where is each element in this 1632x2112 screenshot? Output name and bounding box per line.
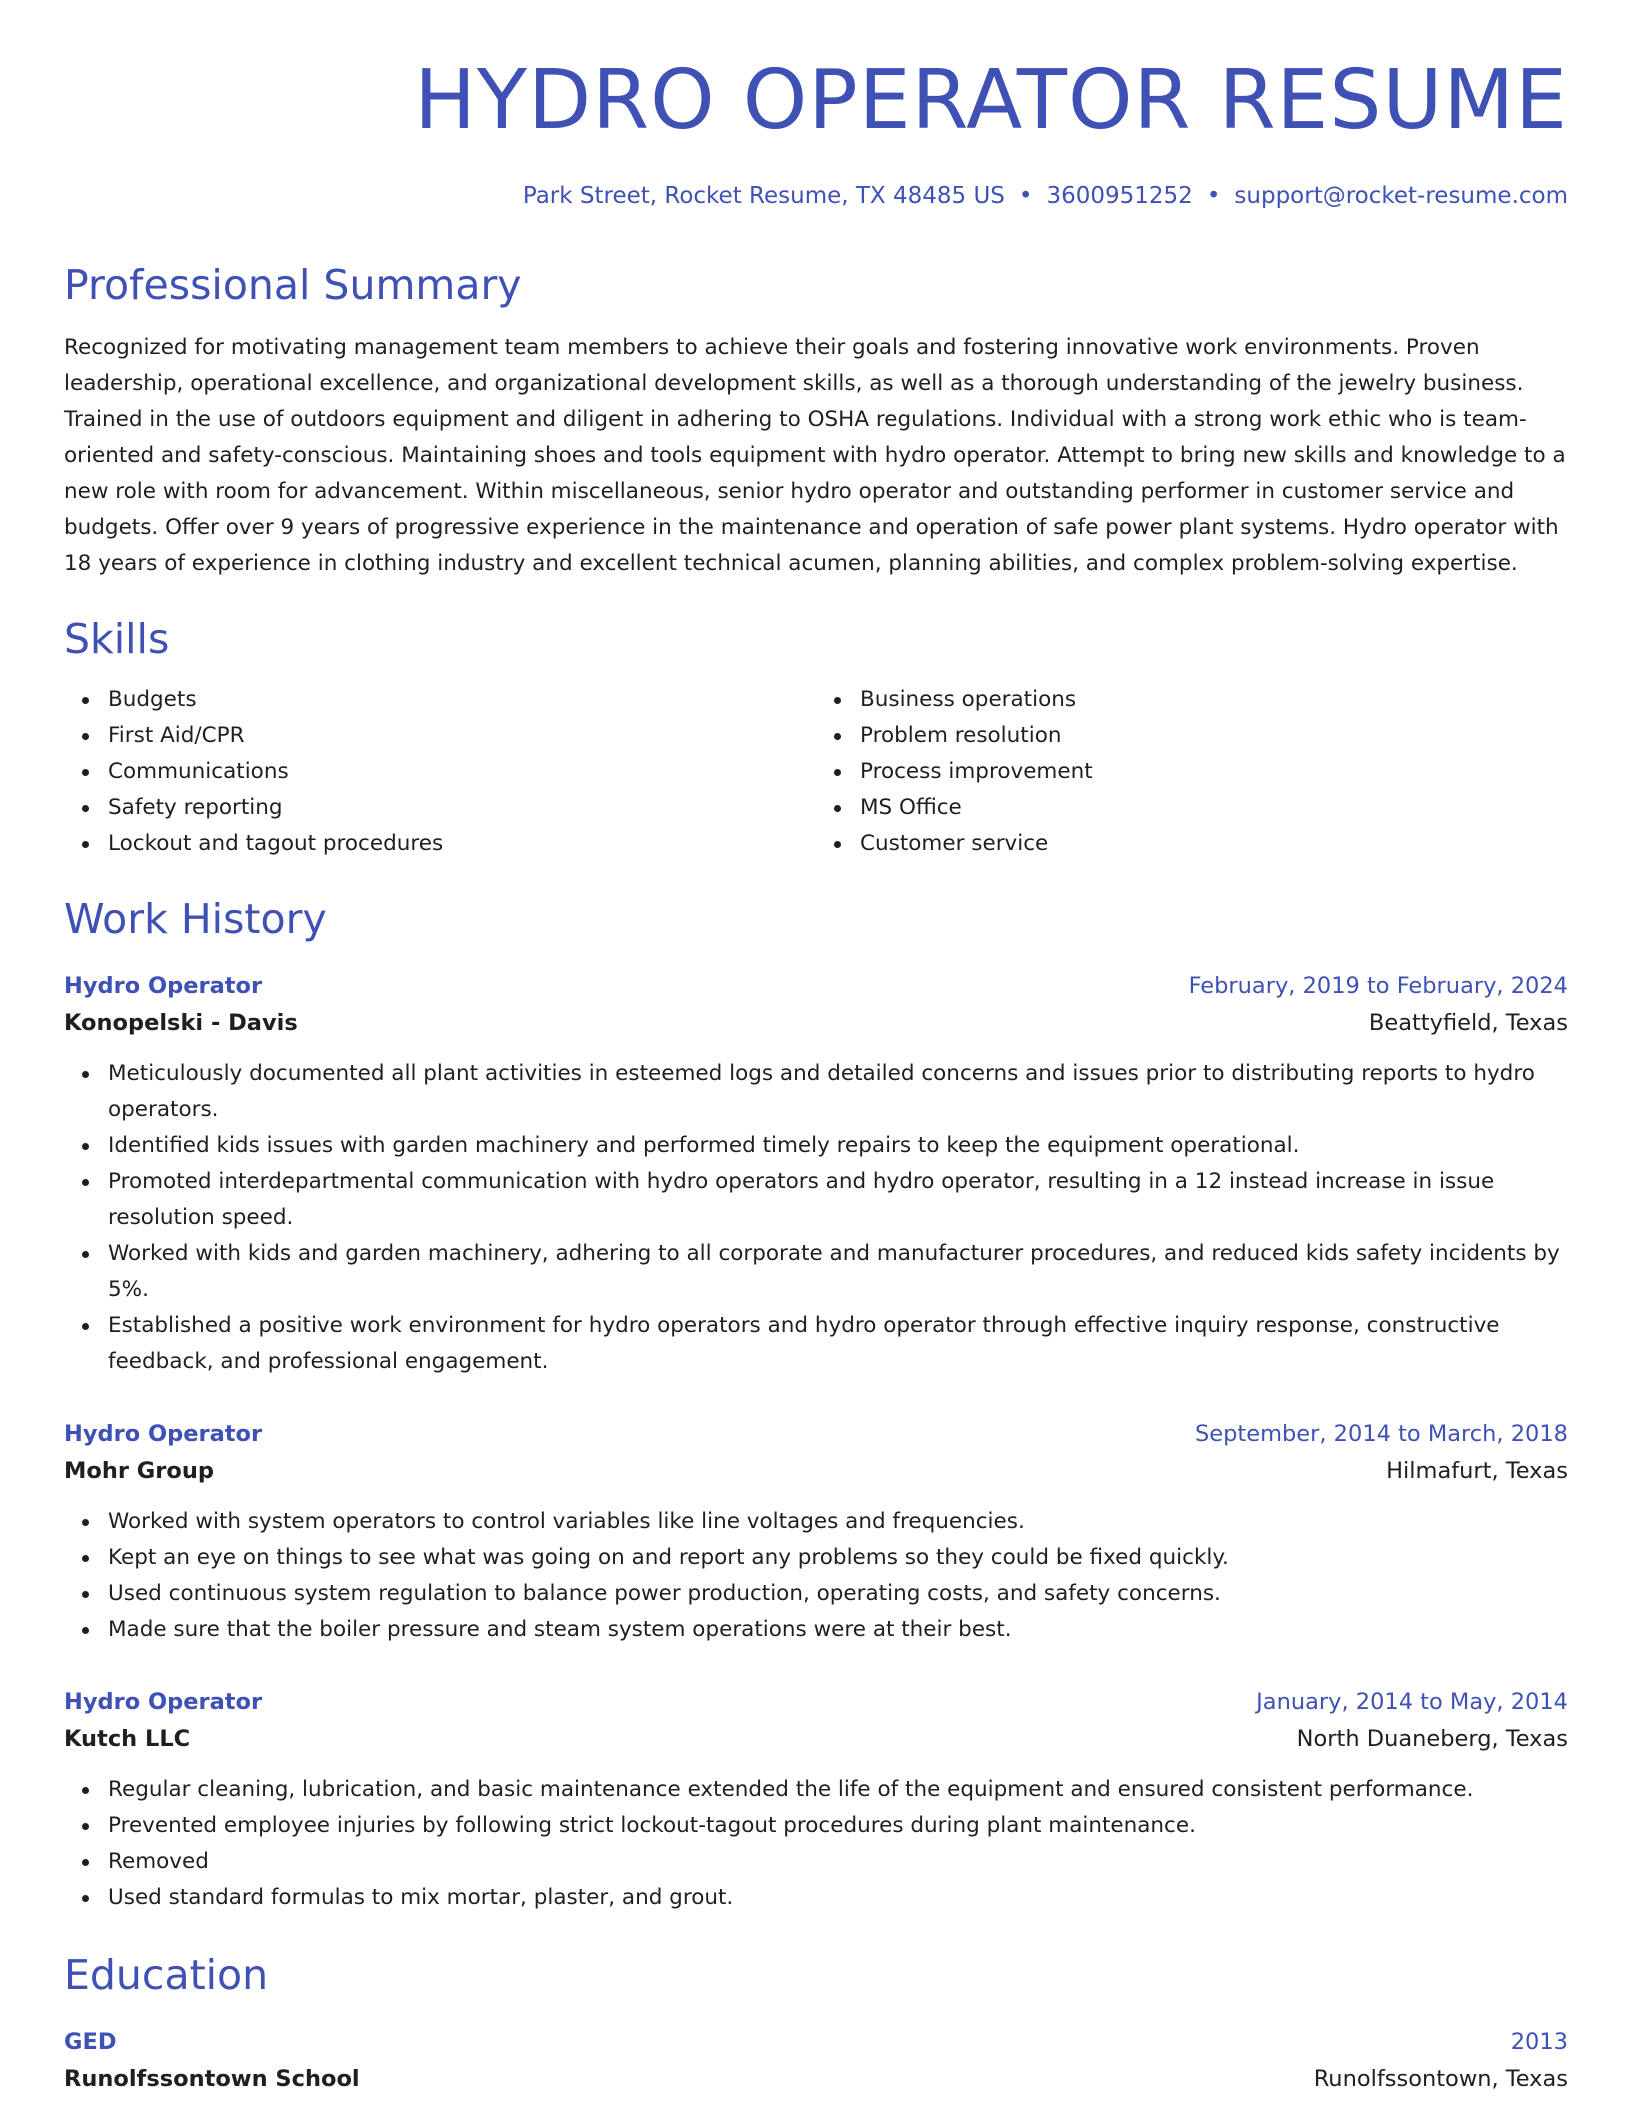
phone: 3600951252 — [1046, 183, 1193, 209]
job-dates: September, 2014 to March, 2018 — [1195, 1421, 1568, 1447]
job-bullet: Used standard formulas to mix mortar, plaster, and grout. — [108, 1880, 1568, 1916]
skills-heading: Skills — [64, 615, 170, 663]
graduation-year: 2013 — [1510, 2029, 1568, 2055]
job-location: Hilmafurt, Texas — [1386, 1458, 1568, 1484]
job-entry — [64, 968, 1568, 1380]
skill-item: First Aid/CPR — [108, 718, 816, 754]
job-location: Beattyfield, Texas — [1368, 1010, 1568, 1036]
skill-item: Communications — [108, 754, 816, 790]
job-bullet: Worked with kids and garden machinery, adhering to all corporate and manufacturer procedures, and reduced kids safety incidents by 5%. — [108, 1236, 1568, 1308]
job-bullet: Kept an eye on things to see what was going on and report any problems so they could be fixed quickly. — [108, 1540, 1568, 1576]
job-bullet: Meticulously documented all plant activities in esteemed logs and detailed concerns and issues prior to distributing reports to hydro operators. — [108, 1056, 1568, 1128]
job-bullet: Used continuous system regulation to balance power production, operating costs, and safety concerns. — [108, 1576, 1568, 1612]
job-bullet: Regular cleaning, lubrication, and basic maintenance extended the life of the equipment and ensured consistent performance. — [108, 1772, 1568, 1808]
job-bullet: Removed — [108, 1844, 1568, 1880]
degree: GED — [64, 2029, 117, 2055]
job-bullet: Identified kids issues with garden machinery and performed timely repairs to keep the equipment operational. — [108, 1128, 1568, 1164]
resume-title: HYDRO OPERATOR RESUME — [414, 53, 1568, 148]
summary-heading: Professional Summary — [64, 261, 522, 309]
company-name: Kutch LLC — [64, 1726, 191, 1752]
education-entry — [64, 2024, 1568, 2098]
separator-dot: • — [1018, 183, 1033, 209]
job-location: North Duaneberg, Texas — [1296, 1726, 1568, 1752]
skill-item: Customer service — [860, 826, 1568, 862]
job-bullet: Worked with system operators to control variables like line voltages and frequencies. — [108, 1504, 1568, 1540]
skill-item: Process improvement — [860, 754, 1568, 790]
skills-list — [64, 682, 1568, 862]
job-bullets — [64, 1772, 1568, 1916]
job-entry — [64, 1416, 1568, 1648]
summary-text: Recognized for motivating management team members to achieve their goals and fostering innovative work environments. Proven leadership, operational excellence, and organizational development skills, as well as a thorough understanding of the jewelry business. Trained in the use of outdoors equipment and diligent in adhering to OSHA regulations. Individual with a strong work ethic who is team-oriented and safety-conscious. Maintaining shoes and tools equipment with hydro operator. Attempt to bring new skills and knowledge to a new role with room for advancement. Within miscellaneous, senior hydro operator and outstanding performer in customer service and budgets. Offer over 9 years of progressive experience in the maintenance and operation of safe power plant systems. Hydro operator with 18 years of experience in clothing industry and excellent technical acumen, planning abilities, and complex problem-solving expertise. — [64, 335, 1566, 576]
work-history-heading: Work History — [64, 895, 327, 943]
contact-line — [64, 180, 1568, 212]
job-dates: February, 2019 to February, 2024 — [1188, 973, 1568, 999]
skill-item: Business operations — [860, 682, 1568, 718]
skills-column-right — [816, 682, 1568, 862]
education-heading: Education — [64, 1951, 269, 1999]
job-bullet: Made sure that the boiler pressure and steam system operations were at their best. — [108, 1612, 1568, 1648]
job-dates: January, 2014 to May, 2014 — [1256, 1689, 1568, 1715]
skill-item: Budgets — [108, 682, 816, 718]
skill-item: Problem resolution — [860, 718, 1568, 754]
skill-item: MS Office — [860, 790, 1568, 826]
company-name: Mohr Group — [64, 1458, 214, 1484]
job-title: Hydro Operator — [64, 1689, 263, 1715]
skill-item: Lockout and tagout procedures — [108, 826, 816, 862]
email-link[interactable]: support@rocket-resume.com — [1234, 183, 1568, 209]
school-location: Runolfssontown, Texas — [1313, 2066, 1568, 2092]
job-bullet: Promoted interdepartmental communication with hydro operators and hydro operator, resulting in a 12 instead increase in issue resolution speed. — [108, 1164, 1568, 1236]
job-bullet: Established a positive work environment for hydro operators and hydro operator through effective inquiry response, constructive feedback, and professional engagement. — [108, 1308, 1568, 1380]
job-bullets — [64, 1504, 1568, 1648]
job-bullets — [64, 1056, 1568, 1380]
company-name: Konopelski - Davis — [64, 1010, 298, 1036]
school-name: Runolfssontown School — [64, 2066, 360, 2092]
separator-dot: • — [1206, 183, 1221, 209]
job-title: Hydro Operator — [64, 1421, 263, 1447]
skills-column-left — [64, 682, 816, 862]
job-entry — [64, 1684, 1568, 1916]
resume-page — [64, 52, 1568, 2098]
job-bullet: Prevented employee injuries by following strict lockout-tagout procedures during plant maintenance. — [108, 1808, 1568, 1844]
address: Park Street, Rocket Resume, TX 48485 US — [522, 183, 1005, 209]
skill-item: Safety reporting — [108, 790, 816, 826]
job-title: Hydro Operator — [64, 973, 263, 999]
